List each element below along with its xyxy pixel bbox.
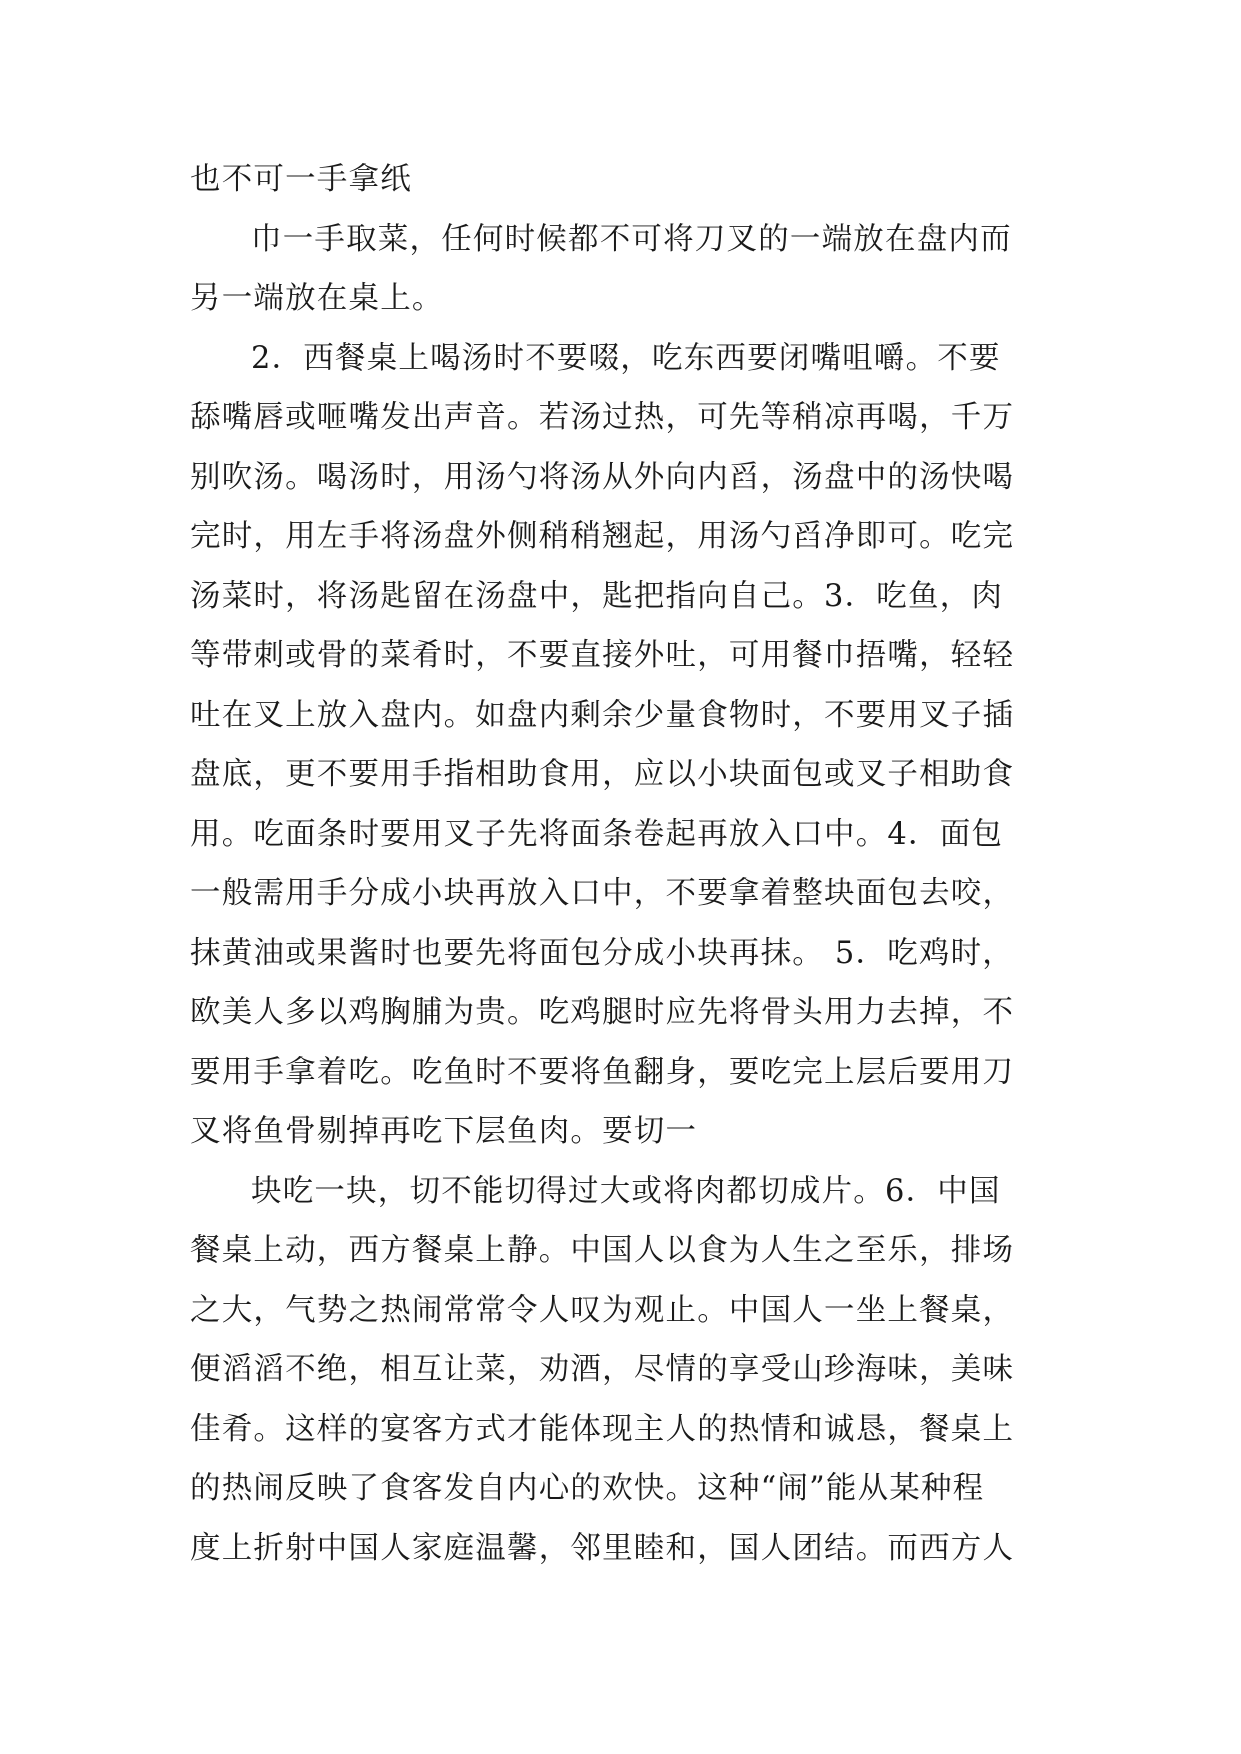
text-line: 也不可一手拿纸 [190, 162, 412, 197]
text-line: 便滔滔不绝，相互让菜，劝酒，尽情的享受山珍海味，美味 [190, 1352, 1015, 1387]
text-line: 抹黄油或果酱时也要先将面包分成小块再抹。 5．吃鸡时， [190, 935, 1014, 971]
text-line: 另一端放在桌上。 [190, 281, 444, 316]
text-line: 巾一手取菜，任何时候都不可将刀叉的一端放在盘内而 [251, 221, 1012, 257]
text-line: 盘底，更不要用手指相助食用，应以小块面包或叉子相助食 [190, 757, 1015, 792]
text-line: 用。吃面条时要用叉子先将面条卷起再放入口中。4．面包 [190, 816, 1004, 852]
text-line: 舔嘴唇或咂嘴发出声音。若汤过热，可先等稍凉再喝，千万 [190, 400, 1015, 435]
text-line: 等带刺或骨的菜肴时，不要直接外吐，可用餐巾捂嘴，轻轻 [190, 638, 1015, 673]
text-line: 吐在叉上放入盘内。如盘内剩余少量食物时，不要用叉子插 [190, 697, 1015, 733]
text-line: 2．西餐桌上喝汤时不要啜，吃东西要闭嘴咀嚼。不要 [251, 340, 1001, 376]
text-line: 度上折射中国人家庭温馨，邻里睦和，国人团结。而西方人 [190, 1530, 1015, 1566]
text-line: 完时，用左手将汤盘外侧稍稍翘起，用汤勺舀净即可。吃完 [190, 519, 1015, 554]
text-line: 别吹汤。喝汤时，用汤勺将汤从外向内舀，汤盘中的汤快喝 [190, 459, 1015, 495]
text-line: 汤菜时，将汤匙留在汤盘中，匙把指向自己。3．吃鱼，肉 [190, 578, 1004, 614]
body-text [190, 150, 1052, 1578]
text-line: 餐桌上动，西方餐桌上静。中国人以食为人生之至乐，排场 [190, 1233, 1015, 1268]
text-line: 一般需用手分成小块再放入口中，不要拿着整块面包去咬， [190, 876, 1015, 911]
text-line: 佳肴。这样的宴客方式才能体现主人的热情和诚恳，餐桌上 [190, 1411, 1015, 1447]
text-line: 之大，气势之热闹常常令人叹为观止。中国人一坐上餐桌， [190, 1292, 1015, 1328]
text-line: 的热闹反映了食客发自内心的欢快。这种“闹”能从某种程 [190, 1471, 985, 1506]
text-line: 叉将鱼骨剔掉再吃下层鱼肉。要切一 [190, 1114, 698, 1149]
text-line: 欧美人多以鸡胸脯为贵。吃鸡腿时应先将骨头用力去掉，不 [190, 995, 1015, 1030]
text-line: 块吃一块，切不能切得过大或将肉都切成片。6．中国 [251, 1173, 1001, 1209]
text-line: 要用手拿着吃。吃鱼时不要将鱼翻身，要吃完上层后要用刀 [190, 1054, 1015, 1090]
